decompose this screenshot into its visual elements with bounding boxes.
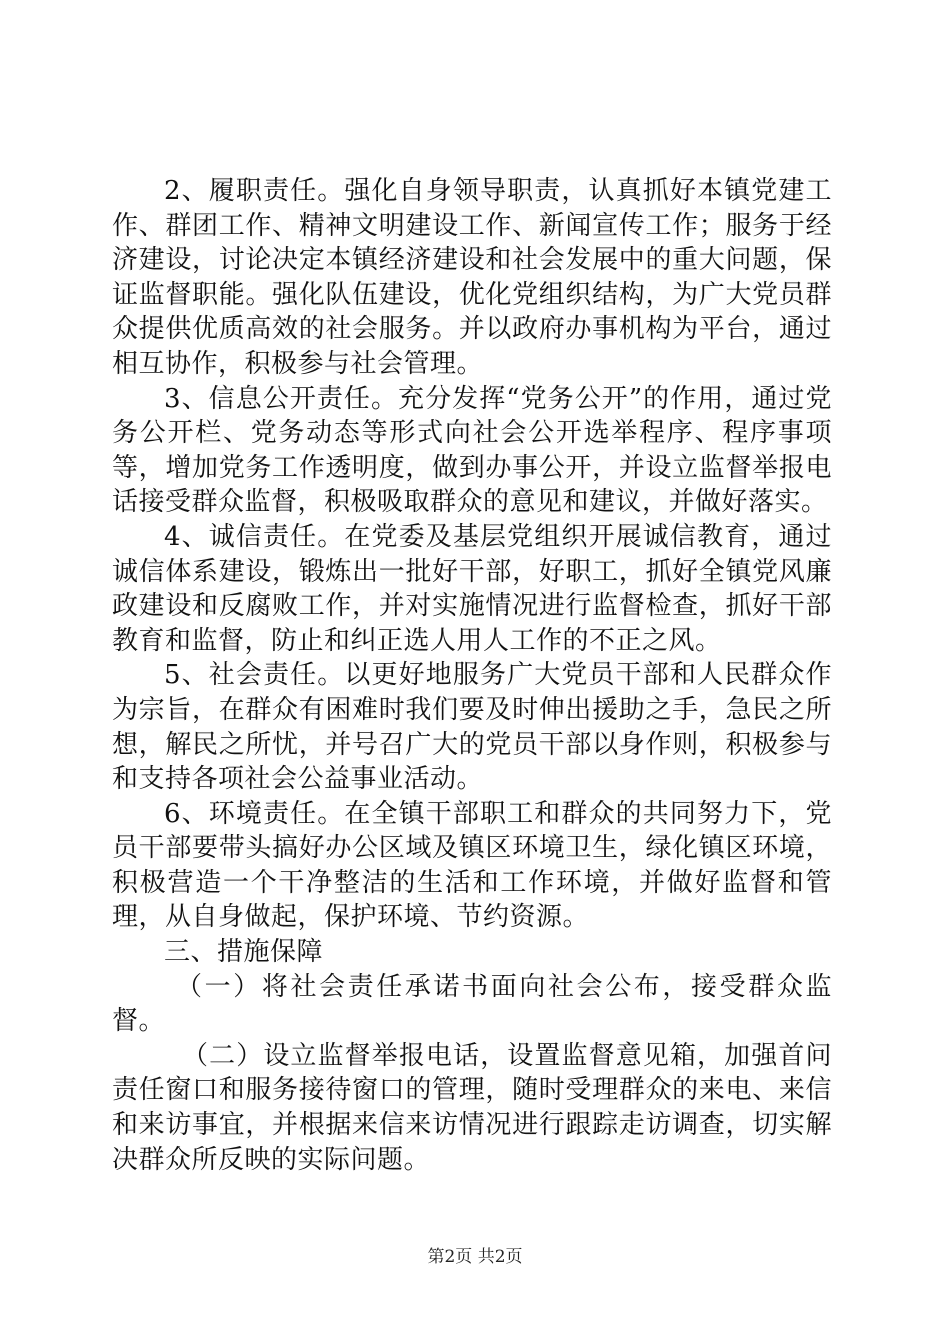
paragraph-measure-1: （一）将社会责任承诺书面向社会公布，接受群众监督。: [112, 971, 832, 1037]
paragraph-integrity-duty: 4、诚信责任。在党委及基层党组织开展诚信教育，通过诚信体系建设，锻炼出一批好干部，好职工，抓好全镇党风廉政建设和反腐败工作，并对实施情况进行监督检查，抓好干部教育和监督，防止和纠正选人用人工作的不正之风。: [112, 521, 832, 656]
paragraph-measure-2: （二）设立监督举报电话，设置监督意见箱，加强首问责任窗口和服务接待窗口的管理，随时受理群众的来电、来信和来访事宜，并根据来信来访情况进行跟踪走访调查，切实解决群众所反映的实际问题。: [112, 1040, 832, 1175]
paragraph-social-duty: 5、社会责任。以更好地服务广大党员干部和人民群众作为宗旨，在群众有困难时我们要及时伸出援助之手，急民之所想，解民之所忧，并号召广大的党员干部以身作则，积极参与和支持各项社会公益事业活动。: [112, 660, 832, 795]
page-footer: 第2页 共2页: [427, 1247, 523, 1267]
paragraph-performance-duty: 2、履职责任。强化自身领导职责，认真抓好本镇党建工作、群团工作、精神文明建设工作、新闻宣传工作；服务于经济建设，讨论决定本镇经济建设和社会发展中的重大问题，保证监督职能。强化队伍建设，优化党组织结构，为广大党员群众提供优质高效的社会服务。并以政府办事机构为平台，通过相互协作，积极参与社会管理。: [112, 176, 832, 379]
paragraph-info-disclosure-duty: 3、信息公开责任。充分发挥“党务公开”的作用，通过党务公开栏、党务动态等形式向社会公开选举程序、程序事项等，增加党务工作透明度，做到办事公开，并设立监督举报电话接受群众监督，积极吸取群众的意见和建议，并做好落实。: [112, 383, 832, 518]
document-body: [112, 174, 832, 1177]
paragraph-environment-duty: 6、环境责任。在全镇干部职工和群众的共同努力下，党员干部要带头搞好办公区域及镇区环境卫生，绿化镇区环境，积极营造一个干净整洁的生活和工作环境，并做好监督和管理，从自身做起，保护环境、节约资源。: [112, 798, 832, 933]
section-heading-measures: 三、措施保障: [164, 937, 324, 968]
